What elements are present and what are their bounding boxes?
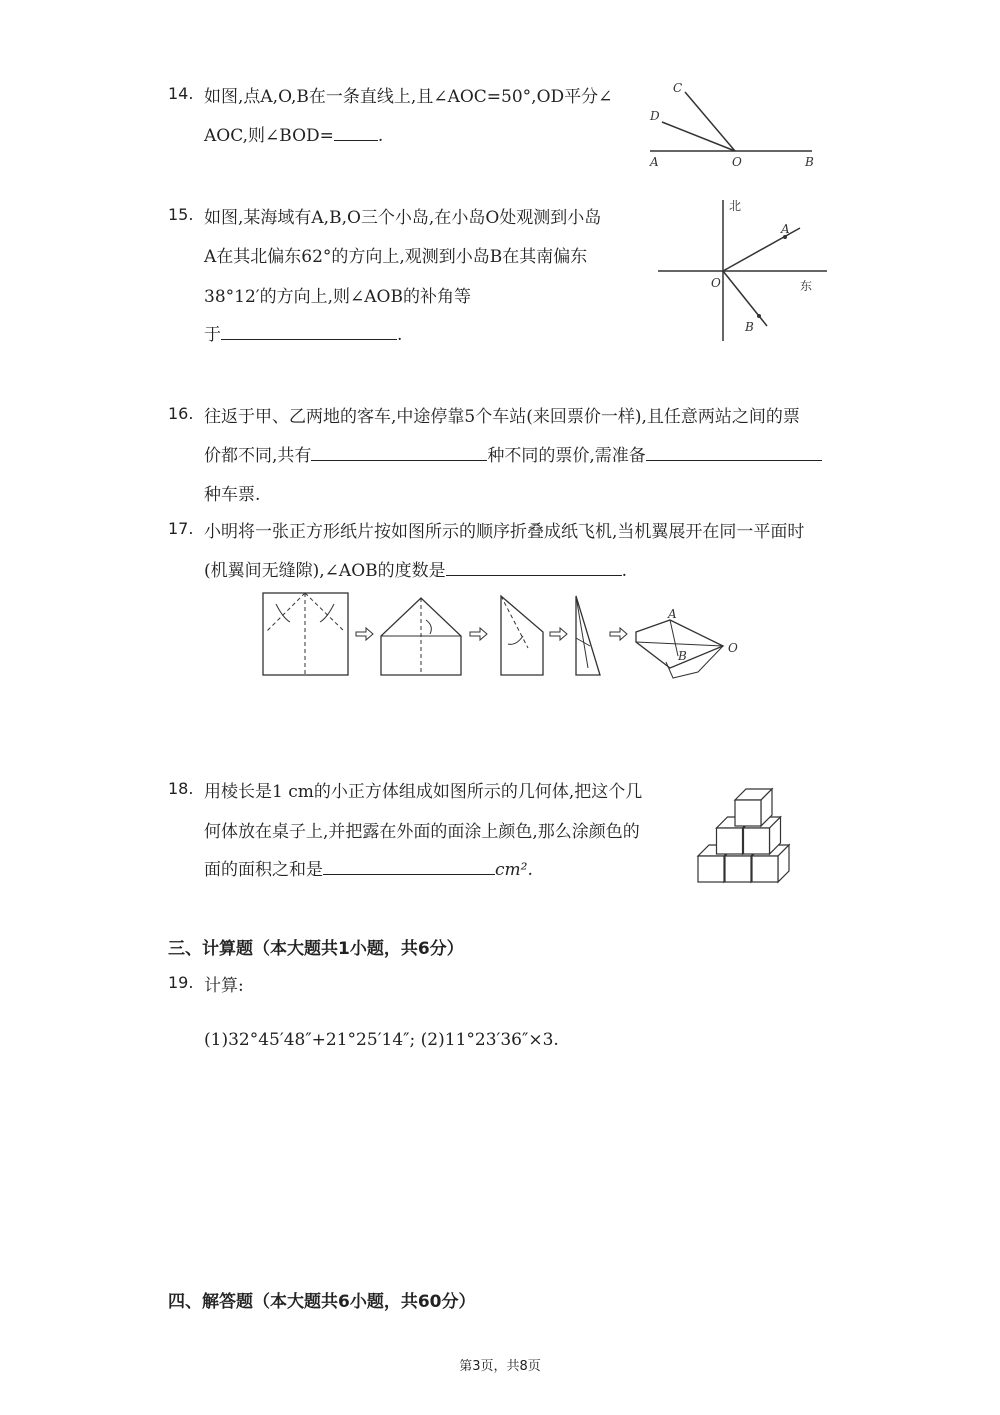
q17-label-b: B	[678, 649, 687, 663]
q15-answer-blank	[221, 322, 397, 340]
q15-figure	[655, 195, 830, 345]
page-footer: 第3页，共8页	[459, 1359, 541, 1374]
q18-line3-post: cm².	[495, 860, 533, 880]
q18-cube-stack	[698, 789, 789, 882]
q14-ray-oc	[685, 92, 735, 151]
q17-figure	[258, 588, 748, 688]
q14-number: 14.	[168, 84, 194, 103]
q14-label-a: A	[650, 155, 659, 169]
q15-label-o: O	[711, 276, 721, 290]
q14-answer-blank	[334, 123, 378, 141]
q17-arrow-4	[610, 628, 627, 640]
q16-number: 16.	[168, 404, 194, 423]
q19-line2: (1)32°45′48″+21°25′14″; (2)11°23′36″×3.	[204, 1030, 559, 1050]
q17-line2-pre: (机翼间无缝隙),∠AOB的度数是	[204, 561, 446, 581]
q19-line1: 计算:	[204, 976, 244, 996]
q16-line3: 种车票.	[204, 485, 261, 505]
q15-label-east: 东	[800, 279, 813, 293]
q14-line1: 如图,点A,O,B在一条直线上,且∠AOC=50°,OD平分∠	[204, 87, 613, 107]
q17-step3	[501, 596, 543, 675]
q16-line2-a: 价都不同,共有	[204, 446, 312, 466]
q14-label-d: D	[650, 109, 660, 123]
section4-heading: 四、解答题（本大题共6小题，共60分）	[168, 1292, 476, 1312]
q18-number: 18.	[168, 779, 194, 798]
q18-answer-blank	[323, 857, 495, 875]
q17-label-o: O	[728, 641, 738, 655]
q17-step2	[381, 598, 461, 675]
q14-line2-pre: AOC,则∠BOD=	[204, 126, 334, 146]
q15-label-north: 北	[729, 199, 742, 213]
q18-cube	[735, 789, 772, 826]
q15-line4	[204, 320, 402, 345]
q17-label-a: A	[668, 607, 677, 621]
q15-line4-post: .	[397, 325, 403, 345]
q18-figure	[692, 770, 832, 888]
q14-label-b: B	[805, 155, 814, 169]
q17-number: 17.	[168, 519, 194, 538]
q14-label-o: O	[732, 155, 742, 169]
q17-step1	[263, 593, 348, 675]
q18-line2: 何体放在桌子上,并把露在外面的面涂上颜色,那么涂颜色的	[204, 822, 640, 842]
q14-line2-post: .	[377, 126, 384, 146]
q18-line1: 用棱长是1 cm的小正方体组成如图所示的几何体,把这个几	[204, 782, 643, 802]
q17-line2	[204, 556, 627, 581]
q14-label-c: C	[673, 81, 683, 95]
q17-line2-post: .	[621, 561, 628, 581]
q15-ray-ob	[723, 271, 767, 326]
q17-line1: 小明将一张正方形纸片按如图所示的顺序折叠成纸飞机,当机翼展开在同一平面时	[204, 522, 805, 542]
q16-line1: 往返于甲、乙两地的客车,中途停靠5个车站(来回票价一样),且任意两站之间的票	[204, 407, 800, 427]
q15-label-b: B	[745, 320, 754, 334]
q16-blank-1	[311, 443, 487, 461]
q14-ray-od	[662, 122, 735, 151]
q17-arrow-1	[356, 628, 373, 640]
q14-line2	[204, 121, 383, 146]
q16-line2-b: 种不同的票价,需准备	[487, 446, 646, 466]
q17-answer-blank	[446, 558, 622, 576]
q15-number: 15.	[168, 205, 194, 224]
section3-heading: 三、计算题（本大题共1小题，共6分）	[168, 939, 464, 959]
q15-point-b	[757, 314, 761, 318]
q17-arrow-2	[470, 628, 487, 640]
q15-line1: 如图,某海域有A,B,O三个小岛,在小岛O处观测到小岛	[204, 208, 602, 228]
q18-line3	[204, 855, 533, 880]
q19-number: 19.	[168, 973, 194, 992]
q14-figure	[640, 78, 820, 168]
q17-step4	[576, 596, 600, 675]
q15-label-a: A	[781, 222, 790, 236]
q17-arrow-3	[550, 628, 567, 640]
q18-line3-pre: 面的面积之和是	[204, 860, 323, 880]
q15-line4-pre: 于	[204, 325, 221, 345]
q15-line2: A在其北偏东62°的方向上,观测到小岛B在其南偏东	[204, 247, 588, 267]
q16-line2	[204, 441, 822, 466]
q16-blank-2	[646, 443, 822, 461]
q15-line3: 38°12′的方向上,则∠AOB的补角等	[204, 287, 471, 307]
